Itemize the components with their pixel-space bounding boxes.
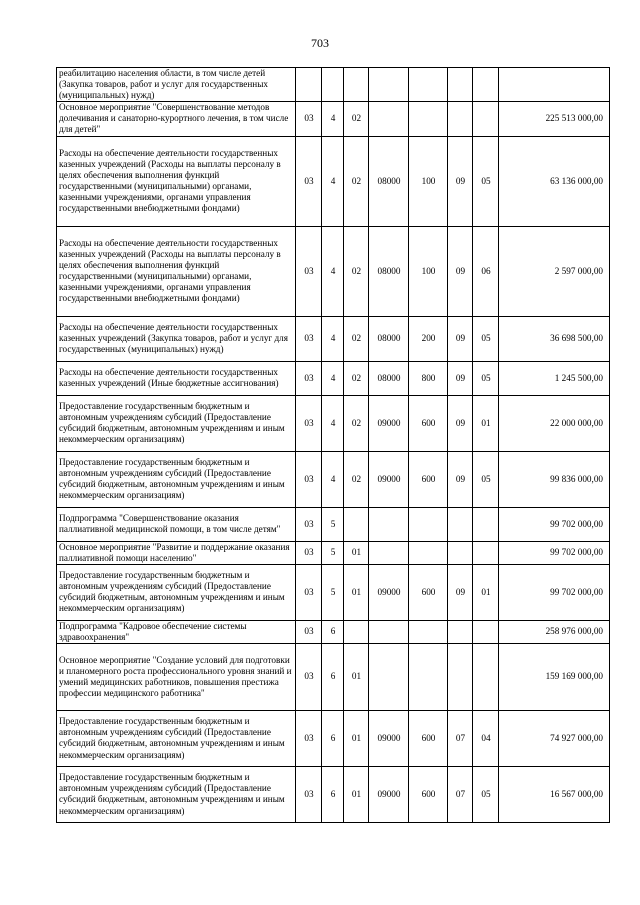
subsection-code: 06 xyxy=(473,226,499,316)
event-code: 01 xyxy=(344,541,369,564)
program-code: 03 xyxy=(296,541,322,564)
section-code xyxy=(448,102,473,136)
row-amount: 16 567 000,00 xyxy=(499,766,610,822)
row-description: Расходы на обеспечение деятельности государственных казенных учреждений (Иные бюджетные ассигнования) xyxy=(57,361,296,395)
table-row xyxy=(57,564,610,620)
direction-code: 08000 xyxy=(369,316,409,361)
row-description: Основное мероприятие "Развитие и поддержание оказания паллиативной помощи населению" xyxy=(57,541,296,564)
row-amount: 99 836 000,00 xyxy=(499,451,610,507)
direction-code xyxy=(369,541,409,564)
row-description: Предоставление государственным бюджетным и автономным учреждениям субсидий (Предоставление субсидий бюджетным, автономным учреждениям и иным некоммерческим организациям) xyxy=(57,766,296,822)
table-row xyxy=(57,507,610,541)
row-description: Расходы на обеспечение деятельности государственных казенных учреждений (Закупка товаров, работ и услуг для государственных (муниципальных) нужд) xyxy=(57,316,296,361)
row-amount: 63 136 000,00 xyxy=(499,136,610,226)
event-code: 02 xyxy=(344,226,369,316)
section-code: 07 xyxy=(448,710,473,766)
program-code: 03 xyxy=(296,226,322,316)
direction-code xyxy=(369,68,409,102)
program-code: 03 xyxy=(296,361,322,395)
subprogram-code: 6 xyxy=(322,710,344,766)
table-row xyxy=(57,226,610,316)
direction-code: 09000 xyxy=(369,451,409,507)
table-row xyxy=(57,643,610,710)
direction-code: 08000 xyxy=(369,361,409,395)
subprogram-code: 4 xyxy=(322,102,344,136)
program-code: 03 xyxy=(296,564,322,620)
row-amount: 258 976 000,00 xyxy=(499,620,610,643)
row-amount: 36 698 500,00 xyxy=(499,316,610,361)
row-description: Предоставление государственным бюджетным и автономным учреждениям субсидий (Предоставление субсидий бюджетным, автономным учреждениям и иным некоммерческим организациям) xyxy=(57,564,296,620)
subprogram-code: 5 xyxy=(322,541,344,564)
row-amount: 1 245 500,00 xyxy=(499,361,610,395)
direction-code xyxy=(369,620,409,643)
direction-code: 08000 xyxy=(369,136,409,226)
page-number: 703 xyxy=(311,36,329,50)
row-amount: 99 702 000,00 xyxy=(499,507,610,541)
program-code: 03 xyxy=(296,507,322,541)
table-row xyxy=(57,710,610,766)
row-amount: 99 702 000,00 xyxy=(499,541,610,564)
expense-type-code: 600 xyxy=(409,395,448,451)
table-row xyxy=(57,68,610,102)
subprogram-code: 6 xyxy=(322,766,344,822)
expense-type-code: 200 xyxy=(409,316,448,361)
table-row xyxy=(57,451,610,507)
section-code: 09 xyxy=(448,226,473,316)
row-amount xyxy=(499,68,610,102)
expense-type-code xyxy=(409,68,448,102)
expense-type-code: 600 xyxy=(409,451,448,507)
subsection-code: 05 xyxy=(473,316,499,361)
subsection-code xyxy=(473,102,499,136)
row-description: Расходы на обеспечение деятельности государственных казенных учреждений (Расходы на выплаты персоналу в целях обеспечения выполнения функций государственными (муниципальными) органами, казенными учреждениями, органами управления государственными внебюджетными фондами) xyxy=(57,136,296,226)
subprogram-code: 4 xyxy=(322,316,344,361)
program-code xyxy=(296,68,322,102)
table-row xyxy=(57,102,610,136)
row-description: Предоставление государственным бюджетным и автономным учреждениям субсидий (Предоставление субсидий бюджетным, автономным учреждениям и иным некоммерческим организациям) xyxy=(57,710,296,766)
table-row xyxy=(57,541,610,564)
row-amount: 2 597 000,00 xyxy=(499,226,610,316)
row-description: Предоставление государственным бюджетным и автономным учреждениям субсидий (Предоставление субсидий бюджетным, автономным учреждениям и иным некоммерческим организациям) xyxy=(57,395,296,451)
section-code xyxy=(448,620,473,643)
event-code: 02 xyxy=(344,395,369,451)
table-row xyxy=(57,361,610,395)
row-amount: 22 000 000,00 xyxy=(499,395,610,451)
table-row xyxy=(57,316,610,361)
row-amount: 225 513 000,00 xyxy=(499,102,610,136)
event-code: 01 xyxy=(344,710,369,766)
event-code: 02 xyxy=(344,136,369,226)
subsection-code: 05 xyxy=(473,361,499,395)
row-description: Основное мероприятие "Совершенствование методов долечивания и санаторно-курортного лечения, в том числе для детей" xyxy=(57,102,296,136)
table-row xyxy=(57,766,610,822)
section-code xyxy=(448,643,473,710)
event-code: 01 xyxy=(344,564,369,620)
subsection-code: 04 xyxy=(473,710,499,766)
row-amount: 99 702 000,00 xyxy=(499,564,610,620)
direction-code: 09000 xyxy=(369,564,409,620)
subsection-code: 05 xyxy=(473,451,499,507)
subsection-code: 05 xyxy=(473,766,499,822)
subprogram-code: 6 xyxy=(322,643,344,710)
event-code: 02 xyxy=(344,361,369,395)
expense-type-code: 600 xyxy=(409,766,448,822)
section-code xyxy=(448,507,473,541)
expense-type-code: 100 xyxy=(409,226,448,316)
section-code: 09 xyxy=(448,136,473,226)
row-description: Подпрограмма "Совершенствование оказания паллиативной медицинской помощи, в том числе детям" xyxy=(57,507,296,541)
event-code: 02 xyxy=(344,102,369,136)
section-code: 09 xyxy=(448,361,473,395)
table-row xyxy=(57,395,610,451)
row-description: Расходы на обеспечение деятельности государственных казенных учреждений (Расходы на выплаты персоналу в целях обеспечения выполнения функций государственными (муниципальными) органами, казенными учреждениями, органами управления государственными внебюджетными фондами) xyxy=(57,226,296,316)
event-code: 02 xyxy=(344,451,369,507)
expense-type-code: 800 xyxy=(409,361,448,395)
expense-type-code xyxy=(409,643,448,710)
expense-type-code: 100 xyxy=(409,136,448,226)
event-code: 02 xyxy=(344,316,369,361)
subprogram-code: 6 xyxy=(322,620,344,643)
event-code: 01 xyxy=(344,766,369,822)
section-code xyxy=(448,68,473,102)
expense-type-code xyxy=(409,620,448,643)
subprogram-code: 4 xyxy=(322,361,344,395)
row-description: Предоставление государственным бюджетным и автономным учреждениям субсидий (Предоставление субсидий бюджетным, автономным учреждениям и иным некоммерческим организациям) xyxy=(57,451,296,507)
row-amount: 74 927 000,00 xyxy=(499,710,610,766)
direction-code xyxy=(369,643,409,710)
expense-type-code: 600 xyxy=(409,710,448,766)
section-code: 09 xyxy=(448,564,473,620)
table-row xyxy=(57,136,610,226)
row-amount: 159 169 000,00 xyxy=(499,643,610,710)
event-code xyxy=(344,507,369,541)
subprogram-code: 4 xyxy=(322,451,344,507)
program-code: 03 xyxy=(296,766,322,822)
section-code: 09 xyxy=(448,395,473,451)
subsection-code: 01 xyxy=(473,395,499,451)
subsection-code xyxy=(473,643,499,710)
program-code: 03 xyxy=(296,620,322,643)
program-code: 03 xyxy=(296,136,322,226)
program-code: 03 xyxy=(296,395,322,451)
subsection-code xyxy=(473,541,499,564)
row-description: Подпрограмма "Кадровое обеспечение системы здравоохранения" xyxy=(57,620,296,643)
program-code: 03 xyxy=(296,643,322,710)
section-code: 09 xyxy=(448,451,473,507)
program-code: 03 xyxy=(296,316,322,361)
subsection-code xyxy=(473,68,499,102)
expense-type-code: 600 xyxy=(409,564,448,620)
budget-table-body xyxy=(57,68,610,823)
table-row xyxy=(57,620,610,643)
section-code: 09 xyxy=(448,316,473,361)
subsection-code: 05 xyxy=(473,136,499,226)
program-code: 03 xyxy=(296,102,322,136)
direction-code xyxy=(369,102,409,136)
expense-type-code xyxy=(409,102,448,136)
subsection-code xyxy=(473,507,499,541)
direction-code: 09000 xyxy=(369,395,409,451)
subprogram-code: 4 xyxy=(322,395,344,451)
budget-table xyxy=(56,67,610,823)
program-code: 03 xyxy=(296,710,322,766)
expense-type-code xyxy=(409,541,448,564)
direction-code: 08000 xyxy=(369,226,409,316)
subprogram-code: 4 xyxy=(322,136,344,226)
subsection-code: 01 xyxy=(473,564,499,620)
subprogram-code: 5 xyxy=(322,507,344,541)
event-code: 01 xyxy=(344,643,369,710)
subsection-code xyxy=(473,620,499,643)
event-code xyxy=(344,68,369,102)
subprogram-code xyxy=(322,68,344,102)
section-code: 07 xyxy=(448,766,473,822)
subprogram-code: 5 xyxy=(322,564,344,620)
expense-type-code xyxy=(409,507,448,541)
event-code xyxy=(344,620,369,643)
direction-code: 09000 xyxy=(369,710,409,766)
subprogram-code: 4 xyxy=(322,226,344,316)
row-description: Основное мероприятие "Создание условий для подготовки и планомерного роста профессионального уровня знаний и умений медицинских работников, повышения престижа профессии медицинского работника" xyxy=(57,643,296,710)
direction-code: 09000 xyxy=(369,766,409,822)
direction-code xyxy=(369,507,409,541)
program-code: 03 xyxy=(296,451,322,507)
section-code xyxy=(448,541,473,564)
row-description: реабилитацию населения области, в том числе детей (Закупка товаров, работ и услуг для государственных (муниципальных) нужд) xyxy=(57,68,296,102)
